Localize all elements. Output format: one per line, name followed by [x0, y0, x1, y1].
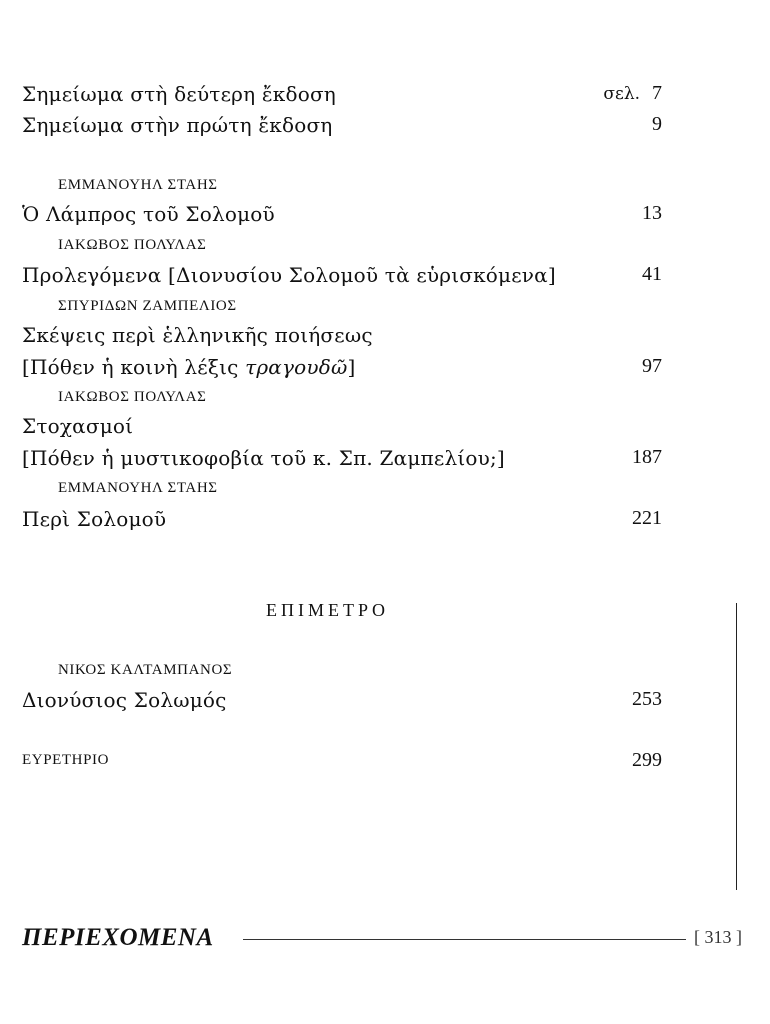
- toc-entry-title: Στοχασμοί: [22, 414, 134, 438]
- author-name: ΝΙΚΟΣ ΚΑΛΤΑΜΠΑΝΟΣ: [58, 662, 233, 678]
- toc-page-number: 221: [632, 507, 662, 529]
- author-name: ΙΑΚΩΒΟΣ ΠΟΛΥΛΑΣ: [58, 237, 207, 253]
- section-heading-epimetro: ΕΠΙΜΕΤΡΟ: [266, 600, 389, 620]
- toc-entry-title: Διονύσιος Σολωμός: [22, 688, 227, 712]
- toc-entry-title: Σημείωμα στὴ δεύτερη ἔκδοση: [22, 82, 336, 106]
- title-part: [Πόθεν ἡ κοινὴ λέξις: [22, 355, 246, 379]
- vertical-rule: [736, 603, 737, 890]
- toc-entry-title: [Πόθεν ἡ μυστικοφοβία τοῦ κ. Σπ. Ζαμπελίου;]: [22, 446, 505, 470]
- title-italic-word: τραγουδῶ: [245, 355, 348, 379]
- page-prefix: σελ.: [603, 84, 640, 104]
- author-name: ΙΑΚΩΒΟΣ ΠΟΛΥΛΑΣ: [58, 389, 207, 405]
- toc-entry-title: Προλεγόμενα [Διονυσίου Σολομοῦ τὰ εὑρισκόμενα]: [22, 263, 556, 287]
- page-value: 7: [652, 82, 662, 104]
- toc-entry-title: Περὶ Σολομοῦ: [22, 507, 167, 531]
- toc-page-number: 299: [632, 749, 662, 771]
- author-name: ΣΠΥΡΙΔΩΝ ΖΑΜΠΕΛΙΟΣ: [58, 298, 237, 314]
- toc-entry-title: Σημείωμα στὴν πρώτη ἔκδοση: [22, 113, 333, 137]
- toc-page-number: 253: [632, 688, 662, 710]
- footer-rule: [243, 939, 686, 940]
- author-name: ΕΜΜΑΝΟΥΗΛ ΣΤΑΗΣ: [58, 177, 218, 193]
- page-folio: [ 313 ]: [694, 927, 742, 947]
- toc-entry-title: Σκέψεις περὶ ἑλληνικῆς ποιήσεως: [22, 323, 373, 347]
- toc-page-number: 9: [652, 113, 662, 135]
- toc-page-number: [603, 82, 662, 105]
- toc-entry-title: Ὁ Λάμπρος τοῦ Σολομοῦ: [22, 202, 275, 226]
- toc-page-number: 187: [632, 446, 662, 468]
- title-part: ]: [347, 355, 356, 379]
- toc-page-number: 97: [642, 355, 662, 377]
- toc-page-number: 13: [642, 202, 662, 224]
- author-name: ΕΜΜΑΝΟΥΗΛ ΣΤΑΗΣ: [58, 480, 218, 496]
- index-label: ΕΥΡΕΤΗΡΙΟ: [22, 752, 110, 768]
- toc-entry-title: [22, 355, 356, 379]
- running-title: ΠΕΡΙΕΧΟΜΕΝΑ: [22, 924, 214, 951]
- toc-page-number: 41: [642, 263, 662, 285]
